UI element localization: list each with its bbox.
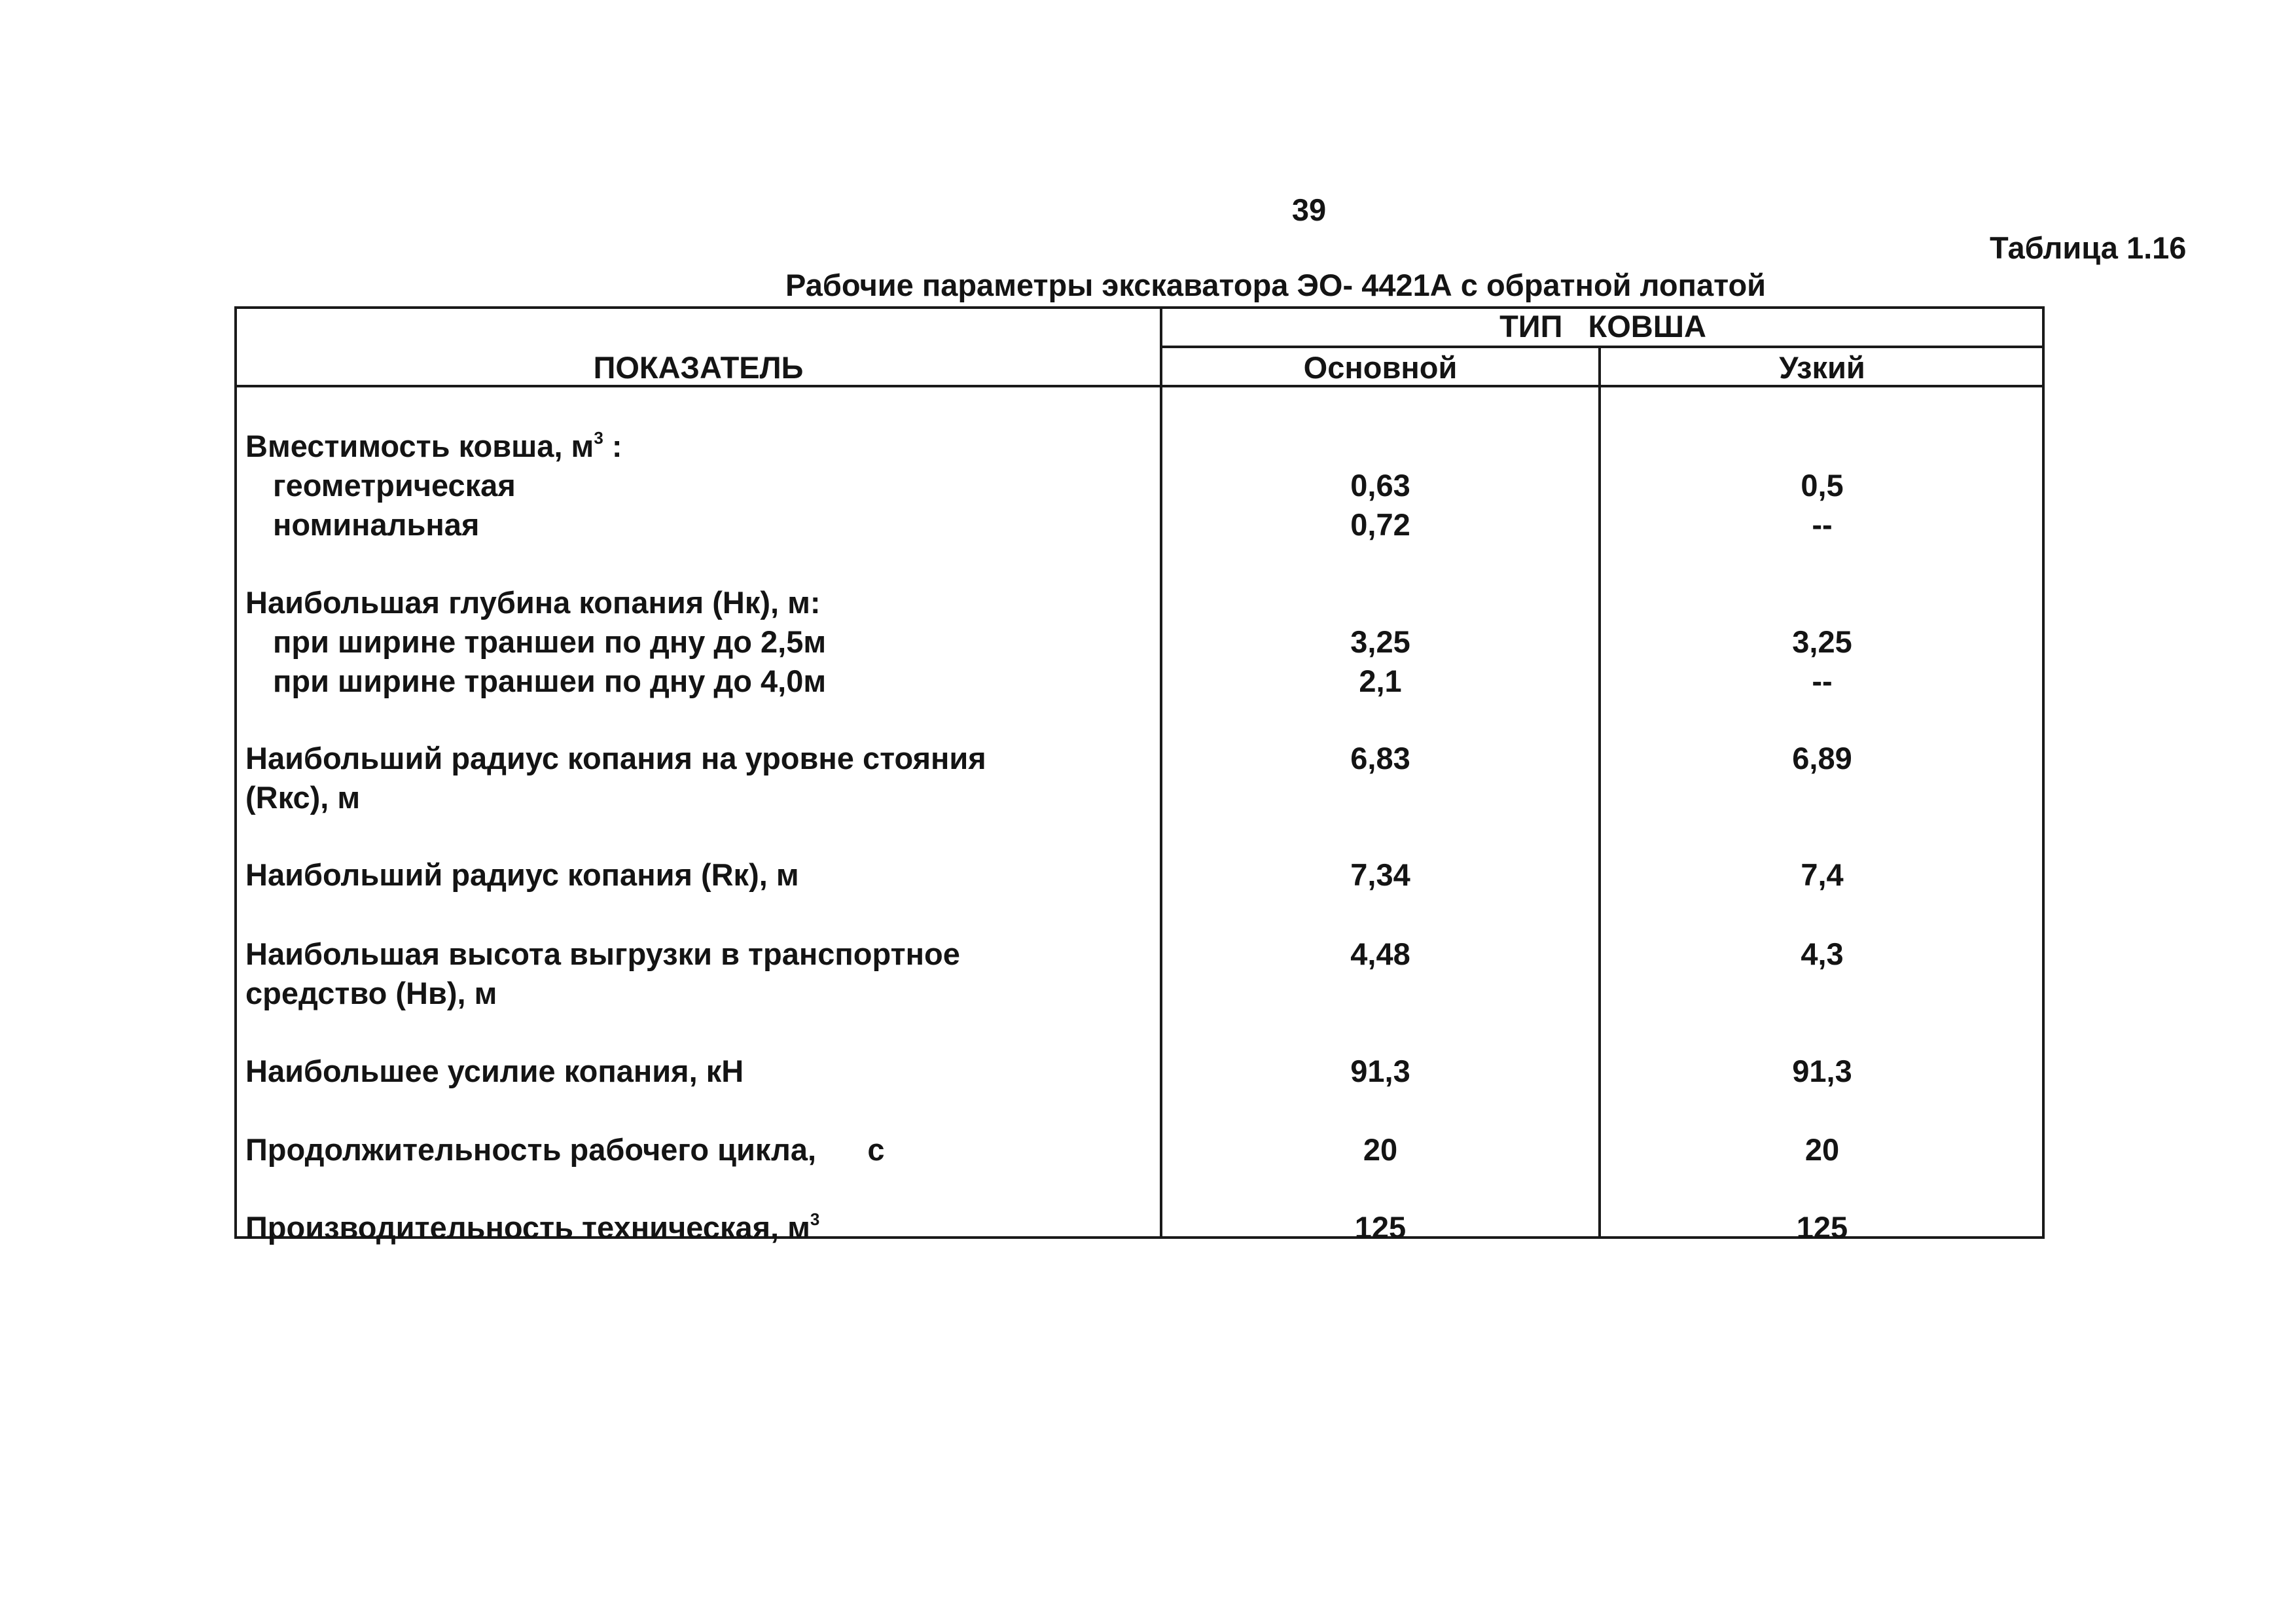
row-label: Наибольший радиус копания (Rк), м — [245, 857, 799, 892]
cell-main: 3,25 — [1350, 624, 1410, 659]
page-number: 39 — [1291, 192, 1327, 227]
row-label: Наибольший радиус копания на уровне стояния — [245, 741, 986, 776]
cell-narrow: 20 — [1804, 1132, 1840, 1167]
table-label: Таблица 1.16 — [1990, 230, 2187, 265]
row-label: геометрическая — [273, 468, 516, 503]
header-divider-top — [1160, 346, 2043, 348]
header-divider-bottom — [234, 385, 2045, 387]
cell-narrow: 7,4 — [1801, 857, 1844, 892]
header-indicator: ПОКАЗАТЕЛЬ — [593, 350, 804, 385]
cell-narrow: 91,3 — [1792, 1054, 1852, 1088]
cell-narrow: 6,89 — [1792, 741, 1852, 776]
cell-main: 20 — [1363, 1132, 1398, 1167]
cell-narrow: 3,25 — [1792, 624, 1852, 659]
cell-main: 4,48 — [1350, 936, 1410, 971]
header-main: Основной — [1303, 350, 1458, 385]
row-label: при ширине траншеи по дну до 4,0м — [273, 664, 827, 698]
cell-main: 6,83 — [1350, 741, 1410, 776]
cell-narrow: 0,5 — [1801, 468, 1844, 503]
cell-main: 91,3 — [1350, 1054, 1410, 1088]
header-bucket-type: ТИП КОВША — [1499, 309, 1706, 344]
cell-main: 2,1 — [1359, 664, 1402, 698]
row-label: средство (Нв), м — [245, 976, 497, 1010]
row-label: Производительность техническая, $м^3$ — [245, 1209, 820, 1245]
row-label: номинальная — [273, 507, 480, 542]
cell-narrow: 4,3 — [1801, 936, 1844, 971]
row-label: (Rкс), м — [245, 780, 361, 815]
cell-main: 125 — [1354, 1210, 1407, 1245]
cell-main: 0,63 — [1350, 468, 1410, 503]
header-narrow: Узкий — [1779, 350, 1865, 385]
row-label: Наибольшее усилие копания, кН — [245, 1054, 744, 1088]
cell-main: 7,34 — [1350, 857, 1410, 892]
cell-narrow: -- — [1812, 507, 1833, 542]
row-label: при ширине траншеи по дну до 2,5м — [273, 624, 827, 659]
row-label: Вместимость ковша, $м^3$ : — [245, 428, 622, 463]
row-label: Наибольшая глубина копания (Нк), м: — [245, 585, 821, 620]
row-label: Наибольшая высота выгрузки в транспортное — [245, 936, 960, 971]
row-label: Продолжительность рабочего цикла, с — [245, 1132, 885, 1167]
table-caption: Рабочие параметры экскаватора ЭО- 4421А с обратной лопатой — [785, 268, 1767, 302]
cell-main: 0,72 — [1350, 507, 1410, 542]
cell-narrow: 125 — [1796, 1210, 1848, 1245]
cell-narrow: -- — [1812, 664, 1833, 698]
